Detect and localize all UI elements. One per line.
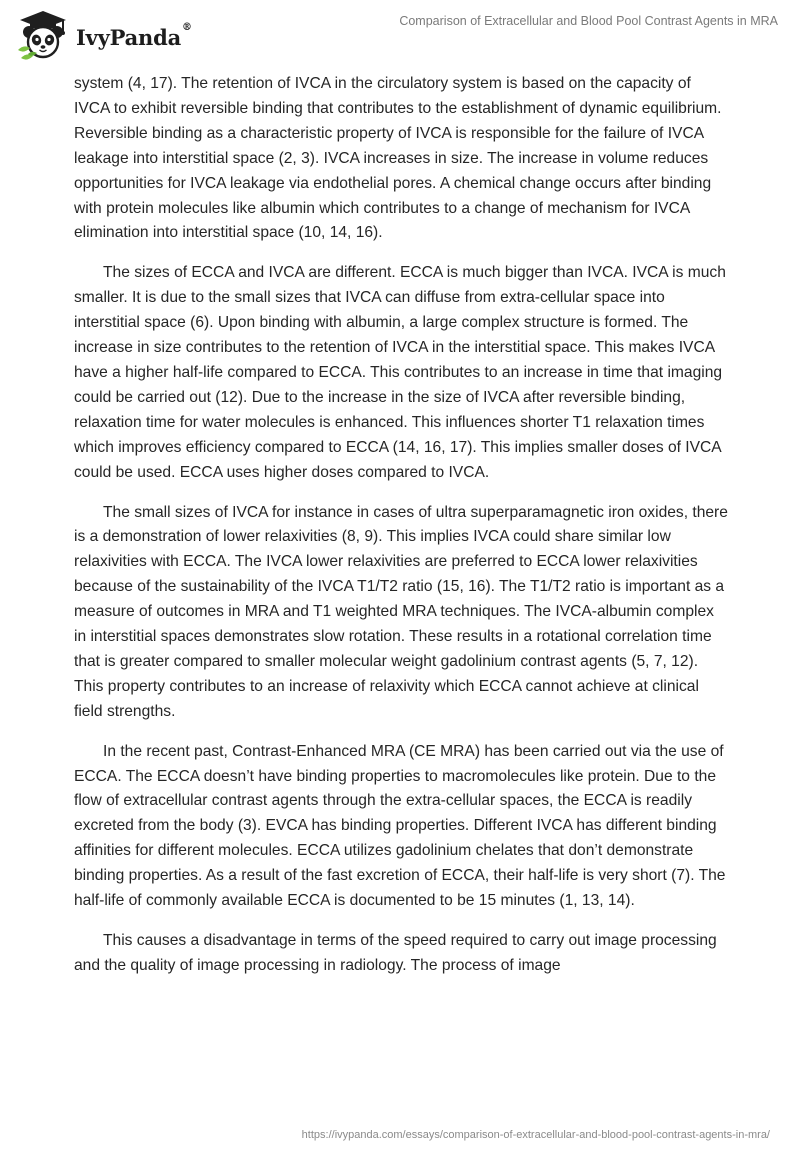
essay-body <box>74 72 730 994</box>
registered-mark: ® <box>182 21 192 33</box>
paragraph: The small sizes of IVCA for instance in cases of ultra superparamagnetic iron oxides, there is a demonstration of lower relaxivities (8, 9). This implies IVCA could share similar low relaxivities with ECCA. The IVCA lower relaxivities are preferred to ECCA lower relaxivities because of the sustainability of the IVCA T1/T2 ratio (15, 16). The T1/T2 ratio is important as a measure of outcomes in MRA and T1 weighted MRA techniques. The IVCA-albumin complex in interstitial spaces demonstrates slow rotation. These results in a rotational correlation time that is greater compared to smaller molecular weight gadolinium contrast agents (5, 7, 12). This property contributes to an increase of relaxivity which ECCA cannot achieve at clinical field strengths. <box>74 503 728 720</box>
paragraph: The sizes of ECCA and IVCA are different. ECCA is much bigger than IVCA. IVCA is much smaller. It is due to the small sizes that IVCA can diffuse from extra-cellular space into interstitial space (6). Upon binding with albumin, a large complex structure is formed. The increase in size contributes to the retention of IVCA in the interstitial space. This makes IVCA have a higher half-life compared to ECCA. This contributes to an increase in time that imaging could be carried out (12). Due to the increase in the size of IVCA after reversible binding, relaxation time for water molecules is enhanced. This influences shorter T1 relaxation times which improves efficiency compared to ECCA (14, 16, 17). This implies smaller doses of IVCA could be used. ECCA uses higher doses compared to IVCA. <box>74 264 726 481</box>
brand-name <box>76 21 192 50</box>
source-url[interactable]: https://ivypanda.com/essays/comparison-of-extracellular-and-blood-pool-contrast-agents-in-mra/ <box>301 1129 770 1141</box>
panda-logo-icon <box>16 8 70 62</box>
page-header <box>0 0 800 70</box>
document-title: Comparison of Extracellular and Blood Pool Contrast Agents in MRA <box>399 14 778 28</box>
paragraph: This causes a disadvantage in terms of the speed required to carry out image processing and the quality of image processing in radiology. The process of image <box>74 932 717 974</box>
paragraph: In the recent past, Contrast-Enhanced MRA (CE MRA) has been carried out via the use of ECCA. The ECCA doesn’t have binding properties to macromolecules like protein. Due to the flow of extracellular contrast agents through the extra-cellular spaces, the ECCA is readily excreted from the body (3). EVCA has binding properties. Different IVCA has different binding affinities for different molecules. ECCA utilizes gadolinium chelates that don’t demonstrate binding properties. As a result of the fast excretion of ECCA, their half-life is very short (7). The half-life of commonly available ECCA is documented to be 15 minutes (1, 13, 14). <box>74 742 726 910</box>
paragraph: system (4, 17). The retention of IVCA in the circulatory system is based on the capacity of IVCA to exhibit reversible binding that contributes to the establishment of dynamic equilibrium. Reversible binding as a characteristic property of IVCA is responsible for the failure of IVCA leakage into interstitial space (2, 3). IVCA increases in size. The increase in volume reduces opportunities for IVCA leakage via endothelial pores. A chemical change occurs after binding with protein molecules like albumin which contributes to a change of mechanism for IVCA elimination into interstitial space (10, 14, 16). <box>74 75 722 242</box>
ivypanda-logo[interactable] <box>16 8 192 62</box>
brand-name-text: IvyPanda <box>76 24 182 50</box>
